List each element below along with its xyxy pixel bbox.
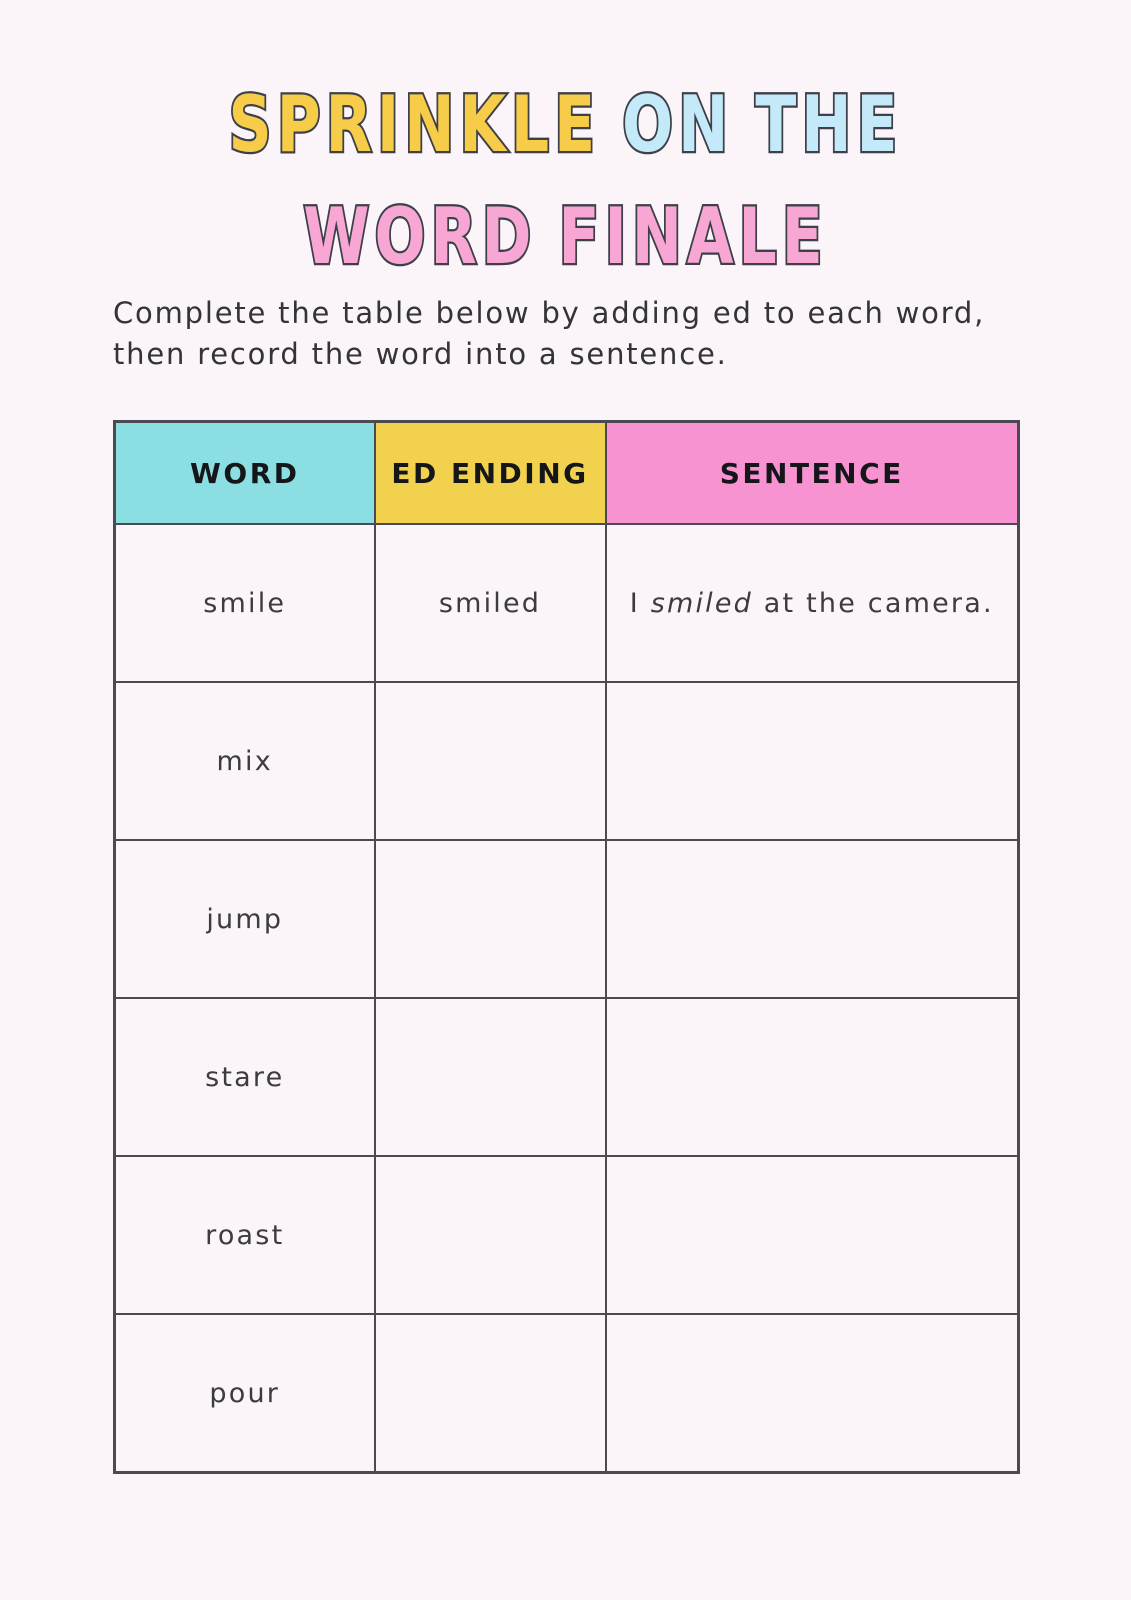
word-cell-stare: stare: [115, 998, 375, 1156]
header-ed-ending: ED ENDING: [375, 422, 606, 525]
title-word-finale: FINALE: [558, 191, 828, 283]
title-line-2: [0, 191, 1131, 283]
word-table: [113, 420, 1020, 1474]
title-word-the: THE: [755, 79, 903, 171]
ed-ending-cell-smile: smiled: [375, 524, 606, 682]
sentence-blank-stare[interactable]: [606, 998, 1019, 1156]
table-row: [115, 682, 1019, 840]
table-row: [115, 998, 1019, 1156]
sentence-pre: I: [629, 587, 651, 619]
table-row: [115, 524, 1019, 682]
table-row: [115, 1156, 1019, 1314]
title-line-1: [0, 79, 1131, 171]
table-header-row: [115, 422, 1019, 525]
sentence-cell-smile: [606, 524, 1019, 682]
ed-ending-blank-jump[interactable]: [375, 840, 606, 998]
ed-ending-blank-mix[interactable]: [375, 682, 606, 840]
title-word-on: ON: [622, 79, 734, 171]
header-word: WORD: [115, 422, 375, 525]
sentence-post: at the camera.: [753, 587, 994, 619]
ed-ending-blank-pour[interactable]: [375, 1314, 606, 1473]
sentence-blank-roast[interactable]: [606, 1156, 1019, 1314]
ed-ending-blank-roast[interactable]: [375, 1156, 606, 1314]
word-cell-smile: smile: [115, 524, 375, 682]
title-word-word: WORD: [303, 191, 537, 283]
word-cell-pour: pour: [115, 1314, 375, 1473]
sentence-blank-jump[interactable]: [606, 840, 1019, 998]
sentence-blank-mix[interactable]: [606, 682, 1019, 840]
sentence-italic-word: smiled: [650, 587, 754, 619]
word-cell-mix: mix: [115, 682, 375, 840]
ed-ending-blank-stare[interactable]: [375, 998, 606, 1156]
word-cell-jump: jump: [115, 840, 375, 998]
table-row: [115, 840, 1019, 998]
sentence-blank-pour[interactable]: [606, 1314, 1019, 1473]
table-row: [115, 1314, 1019, 1473]
title-word-sprinkle: SPRINKLE: [228, 79, 601, 171]
worksheet-title: [0, 79, 1131, 283]
word-cell-roast: roast: [115, 1156, 375, 1314]
header-sentence: SENTENCE: [606, 422, 1019, 525]
instructions-text: Complete the table below by adding ed to each word, then record the word into a sentence.: [113, 296, 986, 372]
